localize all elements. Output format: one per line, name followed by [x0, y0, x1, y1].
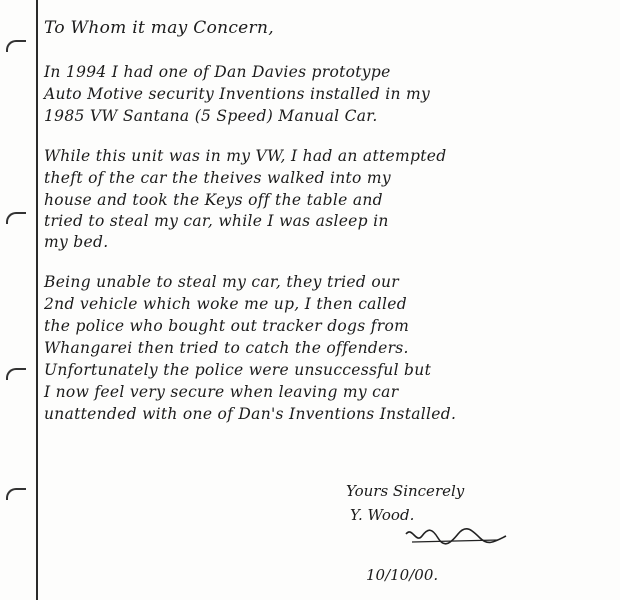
paragraph2-line: While this unit was in my VW, I had an attempted [44, 147, 447, 165]
paragraph3-line: the police who bought out tracker dogs from [44, 317, 410, 335]
margin-line [36, 0, 38, 600]
binder-hole-mark [6, 40, 26, 52]
closing: Yours Sincerely [346, 482, 465, 500]
paragraph3-line: Unfortunately the police were unsuccessful but [44, 361, 432, 379]
binder-hole-mark [6, 368, 26, 380]
paragraph1-line: Auto Motive security Inventions installed in my [44, 85, 431, 103]
binder-hole-mark [6, 212, 26, 224]
signatory-name: Y. Wood. [350, 506, 415, 524]
paragraph3-line: Whangarei then tried to catch the offenders. [44, 339, 409, 357]
signature-scribble [402, 522, 512, 552]
paragraph3-line: Being unable to steal my car, they tried our [44, 273, 399, 291]
paragraph1-line: 1985 VW Santana (5 Speed) Manual Car. [44, 107, 378, 125]
paragraph2-line: tried to steal my car, while I was asleep in [44, 212, 389, 230]
letter-date: 10/10/00. [366, 566, 439, 584]
paragraph3-line: unattended with one of Dan's Inventions Installed. [44, 405, 457, 423]
binder-hole-mark [6, 488, 26, 500]
paragraph1-line: In 1994 I had one of Dan Davies prototype [44, 63, 391, 81]
paragraph3-line: I now feel very secure when leaving my car [44, 383, 399, 401]
paragraph2-line: theft of the car the theives walked into my [44, 169, 391, 187]
paragraph2-line: house and took the Keys off the table and [44, 191, 383, 209]
paragraph2-line: my bed. [44, 233, 109, 251]
salutation: To Whom it may Concern, [44, 18, 274, 38]
paragraph3-line: 2nd vehicle which woke me up, I then called [44, 295, 407, 313]
